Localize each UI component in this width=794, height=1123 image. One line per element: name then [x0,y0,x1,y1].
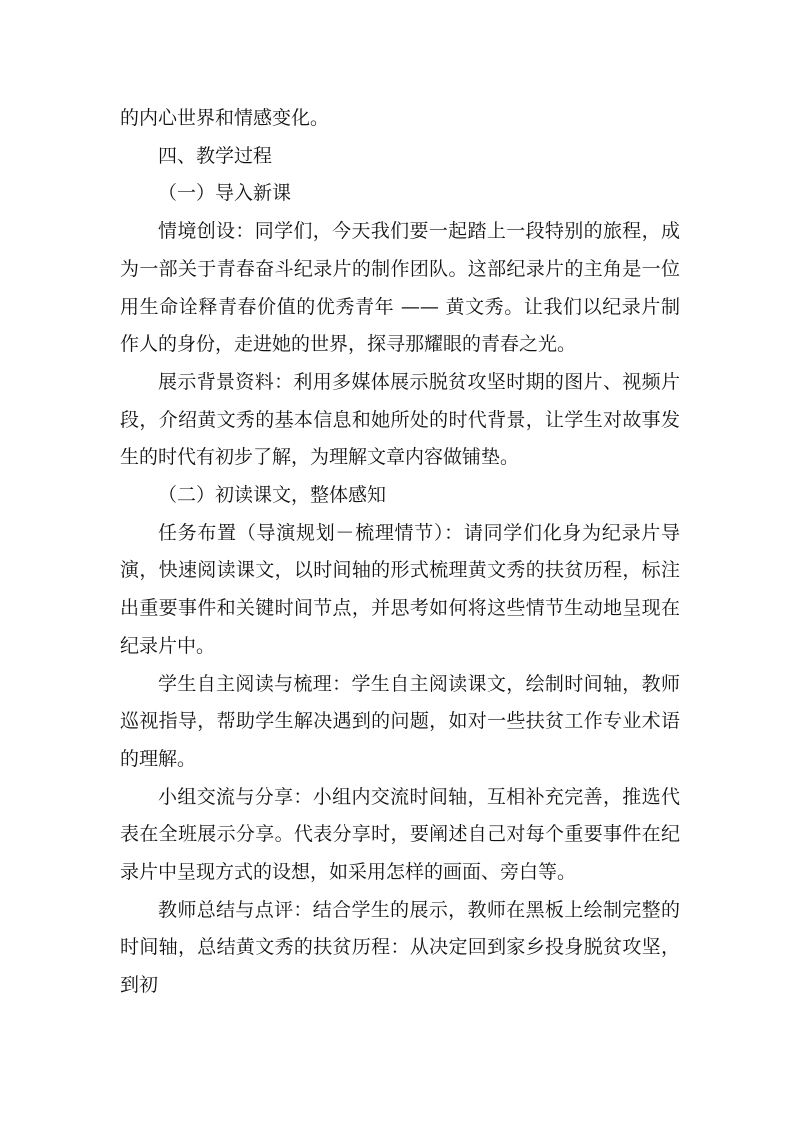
subsection-heading: （二）初读课文，整体感知 [158,484,387,507]
section-heading: 四、教学过程 [158,144,273,167]
body-paragraph: 教师总结与点评：结合学生的展示，教师在黑板上绘制完整的时间轴，总结黄文秀的扶贫历程：从决定回到家乡投身脱贫攻坚，到初 [120,898,680,997]
subsection-heading: （一）导入新课 [158,182,292,205]
paragraph-continuation: 的内心世界和情感变化。 [120,107,330,129]
document-body [120,100,680,1005]
body-paragraph: 小组交流与分享：小组内交流时间轴，互相补充完善，推选代表在全班展示分享。代表分享时，要阐述自己对每个重要事件在纪录片中呈现方式的设想，如采用怎样的画面、旁白等。 [120,785,680,884]
body-paragraph: 任务布置（导演规划－梳理情节）：请同学们化身为纪录片导演，快速阅读课文，以时间轴的形式梳理黄文秀的扶贫历程，标注出重要事件和关键时间节点，并思考如何将这些情节生动地呈现在纪录片中。 [120,521,680,657]
body-paragraph: 展示背景资料：利用多媒体展示脱贫攻坚时期的图片、视频片段，介绍黄文秀的基本信息和她所处的时代背景，让学生对故事发生的时代有初步了解，为理解文章内容做铺垫。 [120,370,680,469]
body-paragraph: 情境创设：同学们，今天我们要一起踏上一段特别的旅程，成为一部关于青春奋斗纪录片的制作团队。这部纪录片的主角是一位用生命诠释青春价值的优秀青年 —— 黄文秀。让我们以纪录片制作人的身份，走进她的世界，探寻那耀眼的青春之光。 [120,220,680,356]
body-paragraph: 学生自主阅读与梳理：学生自主阅读课文，绘制时间轴，教师巡视指导，帮助学生解决遇到的问题，如对一些扶贫工作专业术语的理解。 [120,672,680,770]
